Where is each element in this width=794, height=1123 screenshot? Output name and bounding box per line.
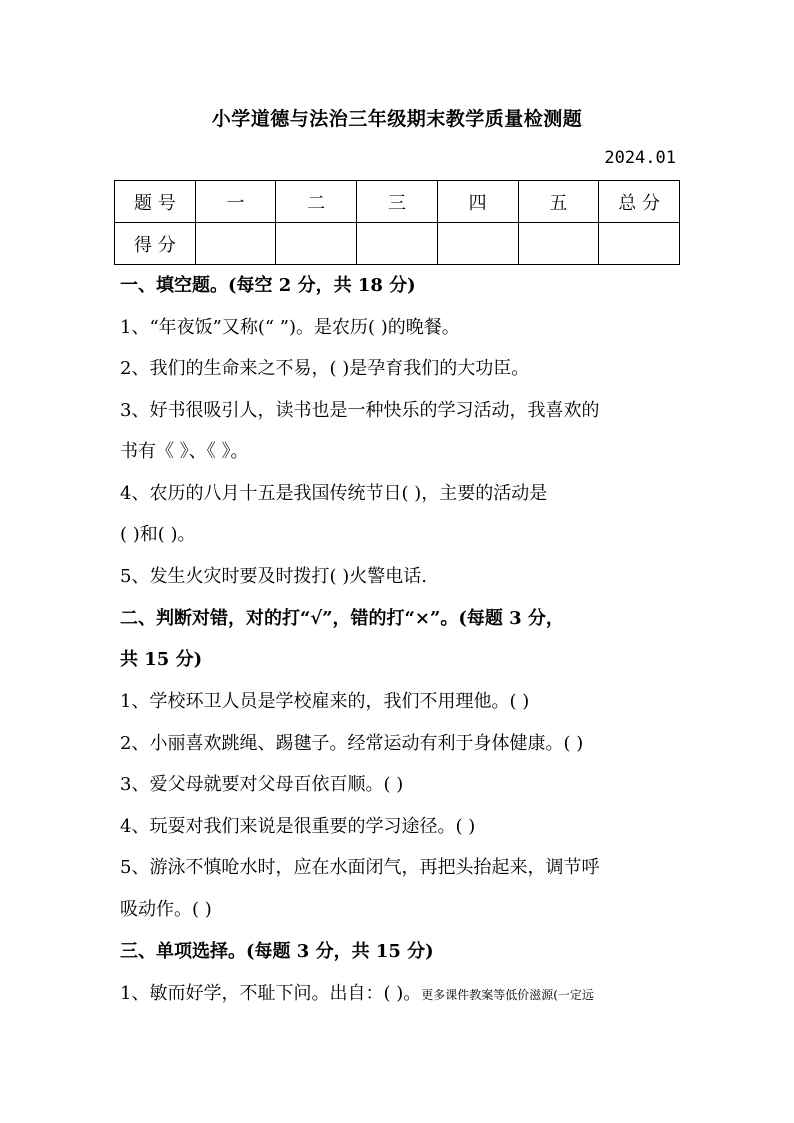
page-title: 小学道德与法治三年级期末教学质量检测题 (211, 108, 583, 130)
score-cell-header: 总 分 (599, 181, 680, 223)
question-line: 1、学校环卫人员是学校雇来的，我们不用理他。( ) (120, 691, 530, 712)
question-line: 2、我们的生命来之不易，( )是孕育我们的大功臣。 (120, 358, 530, 379)
score-cell-label: 得 分 (115, 223, 196, 265)
score-cell-empty[interactable] (276, 223, 357, 265)
footer-ad-text: 更多课件教案等低价滋源(一定远 (421, 988, 594, 1002)
question-text: 1、敏而好学，不耻下问。出自：( )。 (120, 983, 422, 1004)
section3-heading: 三、单项选择。(每题 3 分，共 15 分) (120, 941, 434, 962)
section1-heading: 一、填空题。(每空 2 分，共 18 分) (120, 275, 416, 296)
question-line: 1、“年夜饭”又称(“ ”)。是农历( )的晚餐。 (120, 317, 460, 338)
score-cell-empty[interactable] (357, 223, 438, 265)
score-table (114, 180, 680, 265)
score-cell-empty[interactable] (437, 223, 518, 265)
score-cell-label: 题 号 (115, 181, 196, 223)
score-table-header-row (115, 181, 680, 223)
score-cell-header: 五 (518, 181, 599, 223)
question-line: 4、玩耍对我们来说是很重要的学习途径。( ) (120, 816, 476, 837)
score-cell-empty[interactable] (195, 223, 276, 265)
question-line: 2、小丽喜欢跳绳、踢毽子。经常运动有利于身体健康。( ) (120, 733, 584, 754)
question-line: ( )和( )。 (120, 524, 196, 545)
exam-date: 2024.01 (604, 148, 676, 168)
question-line: 4、农历的八月十五是我国传统节日( )，主要的活动是 (120, 483, 548, 504)
score-cell-empty[interactable] (518, 223, 599, 265)
question-line: 3、爱父母就要对父母百依百顺。( ) (120, 774, 404, 795)
score-table-score-row (115, 223, 680, 265)
score-cell-empty[interactable] (599, 223, 680, 265)
question-line: 5、游泳不慎呛水时，应在水面闭气，再把头抬起来，调节呼 (120, 857, 600, 878)
question-line (120, 982, 594, 1007)
question-line: 5、发生火灾时要及时拨打( )火警电话. (120, 566, 427, 587)
score-cell-header: 一 (195, 181, 276, 223)
question-line: 3、好书很吸引人，读书也是一种快乐的学习活动，我喜欢的 (120, 400, 600, 421)
section2-heading-cont: 共 15 分) (120, 649, 203, 670)
score-cell-header: 四 (437, 181, 518, 223)
section2-heading: 二、判断对错，对的打“√”，错的打“×”。(每题 3 分， (120, 608, 564, 629)
score-cell-header: 三 (357, 181, 438, 223)
question-line: 吸动作。( ) (120, 899, 212, 920)
score-cell-header: 二 (276, 181, 357, 223)
question-line: 书有《 》、《 》。 (120, 441, 249, 462)
